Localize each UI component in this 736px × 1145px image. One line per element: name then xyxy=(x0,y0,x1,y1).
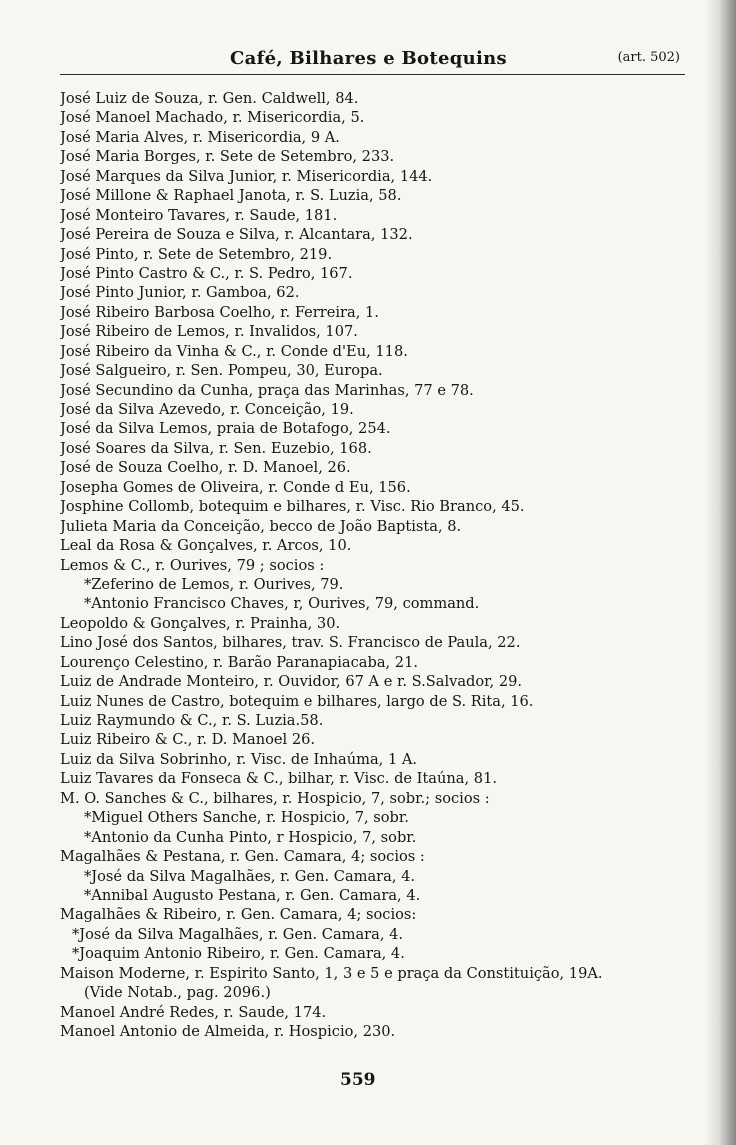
directory-entry: *José da Silva Magalhães, r. Gen. Camara, 4. xyxy=(84,867,416,885)
directory-entry: José Pinto Castro & C., r. S. Pedro, 167. xyxy=(60,264,353,282)
directory-entry: Luiz de Andrade Monteiro, r. Ouvidor, 67 A e r. S.Salvador, 29. xyxy=(60,673,523,691)
directory-entry: (Vide Notab., pag. 2096.) xyxy=(84,984,271,1002)
directory-entry: *José da Silva Magalhães, r. Gen. Camara, 4. xyxy=(72,925,404,943)
directory-entry: José Salgueiro, r. Sen. Pompeu, 30, Europa. xyxy=(60,362,383,380)
page-edge-shadow xyxy=(704,0,736,1145)
directory-entry: Magalhães & Pestana, r. Gen. Camara, 4; socios : xyxy=(60,848,425,866)
page-number: 559 xyxy=(340,1070,376,1090)
directory-entry: José Marques da Silva Junior, r. Misericordia, 144. xyxy=(60,167,433,185)
directory-entry: Luiz Raymundo & C., r. S. Luzia.58. xyxy=(60,712,324,729)
directory-entry: *Zeferino de Lemos, r. Ourives, 79. xyxy=(84,575,344,593)
directory-entry: Luiz Nunes de Castro, botequim e bilhares, largo de S. Rita, 16. xyxy=(60,692,534,710)
directory-entry: José Maria Borges, r. Sete de Setembro, 233. xyxy=(60,148,395,166)
directory-entry: José Pinto Junior, r. Gamboa, 62. xyxy=(60,284,300,302)
section-title: Café, Bilhares e Botequins xyxy=(230,48,507,69)
directory-entry: José Pereira de Souza e Silva, r. Alcantara, 132. xyxy=(60,226,413,244)
directory-entry: José Ribeiro da Vinha & C., r. Conde d'Eu, 118. xyxy=(60,342,408,360)
directory-entry: Luiz Tavares da Fonseca & C., bilhar, r. Visc. de Itaúna, 81. xyxy=(60,770,497,788)
directory-entry: José Soares da Silva, r. Sen. Euzebio, 168. xyxy=(60,439,372,457)
directory-entries xyxy=(60,89,690,1041)
directory-entry: José Maria Alves, r. Misericordia, 9 A. xyxy=(60,128,340,146)
directory-entry: Lemos & C., r. Ourives, 79 ; socios : xyxy=(60,556,325,574)
directory-entry: José Millone & Raphael Janota, r. S. Luzia, 58. xyxy=(60,187,402,205)
directory-entry: Manoel Antonio de Almeida, r. Hospicio, 230. xyxy=(60,1023,396,1040)
directory-entry: *Miguel Others Sanche, r. Hospicio, 7, sobr. xyxy=(84,809,409,827)
directory-entry: M. O. Sanches & C., bilhares, r. Hospicio, 7, sobr.; socios : xyxy=(60,789,490,807)
directory-entry: José da Silva Azevedo, r. Conceição, 19. xyxy=(60,401,354,418)
directory-entry: José de Souza Coelho, r. D. Manoel, 26. xyxy=(60,459,351,477)
directory-entry: Maison Moderne, r. Espirito Santo, 1, 3 e 5 e praça da Constituição, 19A. xyxy=(60,964,603,982)
directory-entry: *Antonio da Cunha Pinto, r Hospicio, 7, sobr. xyxy=(84,828,417,846)
directory-entry: Luiz da Silva Sobrinho, r. Visc. de Inhaúma, 1 A. xyxy=(60,750,418,768)
directory-entry: Josphine Collomb, botequim e bilhares, r. Visc. Rio Branco, 45. xyxy=(60,498,525,516)
directory-entry: José da Silva Lemos, praia de Botafogo, 254. xyxy=(60,420,391,438)
directory-entry: José Secundino da Cunha, praça das Marinhas, 77 e 78. xyxy=(60,381,474,399)
directory-entry: José Ribeiro Barbosa Coelho, r. Ferreira, 1. xyxy=(60,303,379,321)
directory-entry: José Ribeiro de Lemos, r. Invalidos, 107. xyxy=(60,323,358,341)
directory-entry: *Joaquim Antonio Ribeiro, r. Gen. Camara, 4. xyxy=(72,945,405,963)
directory-entry: Manoel André Redes, r. Saude, 174. xyxy=(60,1003,327,1021)
directory-entry: José Pinto, r. Sete de Setembro, 219. xyxy=(60,245,333,263)
directory-entry: José Monteiro Tavares, r. Saude, 181. xyxy=(60,206,338,224)
directory-entry: Lino José dos Santos, bilhares, trav. S. Francisco de Paula, 22. xyxy=(60,634,521,652)
directory-entry: Josepha Gomes de Oliveira, r. Conde d Eu, 156. xyxy=(60,478,411,496)
article-reference: (art. 502) xyxy=(617,50,680,65)
header-rule xyxy=(60,74,685,75)
directory-entry: Luiz Ribeiro & C., r. D. Manoel 26. xyxy=(60,731,316,749)
directory-entry: Magalhães & Ribeiro, r. Gen. Camara, 4; socios: xyxy=(60,906,417,924)
directory-entry: *Annibal Augusto Pestana, r. Gen. Camara, 4. xyxy=(84,886,421,904)
directory-entry: Leal da Rosa & Gonçalves, r. Arcos, 10. xyxy=(60,537,352,555)
directory-entry: José Luiz de Souza, r. Gen. Caldwell, 84. xyxy=(60,90,359,107)
directory-entry: *Antonio Francisco Chaves, r, Ourives, 79, command. xyxy=(84,595,480,613)
directory-entry: Lourenço Celestino, r. Barão Paranapiacaba, 21. xyxy=(60,653,419,671)
directory-entry: José Manoel Machado, r. Misericordia, 5. xyxy=(60,109,365,127)
directory-entry: Leopoldo & Gonçalves, r. Prainha, 30. xyxy=(60,614,341,632)
directory-entry: Julieta Maria da Conceição, becco de João Baptista, 8. xyxy=(60,517,462,535)
page-header xyxy=(60,40,680,70)
